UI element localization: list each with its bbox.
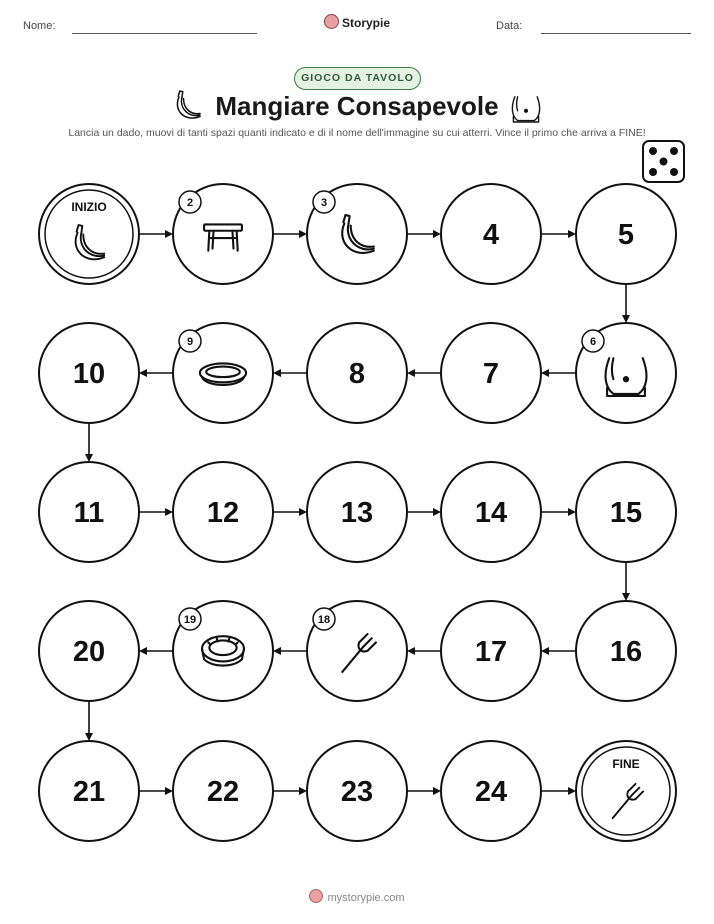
space-number: 7	[482, 358, 500, 390]
space-number: 23	[340, 776, 374, 808]
belly-icon	[512, 97, 539, 122]
path-arrow	[139, 647, 173, 655]
board-space-1	[39, 184, 139, 284]
space-number: 2	[186, 197, 194, 209]
space-number: 21	[72, 776, 106, 808]
path-arrow	[407, 787, 441, 795]
path-arrow	[541, 787, 576, 795]
space-number: 22	[206, 776, 240, 808]
path-arrow	[541, 647, 576, 655]
board-space-9	[173, 323, 273, 423]
board-space-14	[441, 462, 541, 562]
path-arrow	[139, 369, 173, 377]
board-space-2	[173, 184, 273, 284]
space-number: 20	[72, 636, 106, 668]
path-arrow	[541, 508, 576, 516]
board-space-23	[307, 741, 407, 841]
board-space-21	[39, 741, 139, 841]
start-label: INIZIO	[71, 200, 107, 214]
path-arrow	[541, 369, 576, 377]
board-space-19	[173, 601, 273, 701]
path-arrow	[622, 562, 630, 601]
space-number: 14	[474, 497, 508, 529]
board-space-16	[576, 601, 676, 701]
name-label: Nome:	[23, 20, 56, 32]
storypie-logo-icon	[309, 889, 323, 903]
space-number: 12	[206, 497, 240, 529]
space-number: 13	[340, 497, 374, 529]
board-space-7	[441, 323, 541, 423]
space-number: 10	[72, 358, 106, 390]
path-arrow	[407, 647, 441, 655]
board-space-17	[441, 601, 541, 701]
space-number: 3	[320, 197, 328, 209]
instructions: Lancia un dado, muovi di tanti spazi quanti indicato e di il nome dell'immagine su cui atterri. Vince il primo che arriva a FINE!	[68, 127, 646, 139]
brand-name: Storypie	[341, 16, 390, 30]
board-space-6	[576, 323, 676, 423]
space-number: 8	[348, 358, 366, 390]
path-arrow	[541, 230, 576, 238]
path-arrow	[273, 508, 307, 516]
path-arrow	[622, 284, 630, 323]
path-arrow	[85, 423, 93, 462]
space-number: 6	[589, 336, 597, 348]
board-space-25	[576, 741, 676, 841]
footer	[0, 889, 714, 904]
path-arrow	[407, 230, 441, 238]
space-number: 16	[609, 636, 643, 668]
board-space-24	[441, 741, 541, 841]
path-arrow	[407, 508, 441, 516]
space-number: 5	[617, 219, 635, 251]
page-title: Mangiare Consapevole	[215, 91, 499, 121]
space-number: 18	[317, 614, 331, 626]
finish-label: FINE	[612, 757, 640, 771]
path-arrow	[85, 701, 93, 741]
footer-url: mystorypie.com	[327, 892, 405, 904]
space-number: 4	[482, 219, 500, 251]
path-arrow	[407, 369, 441, 377]
game-type-badge: GIOCO DA TAVOLO	[294, 67, 421, 90]
path-arrow	[273, 787, 307, 795]
board-space-4	[441, 184, 541, 284]
board-space-15	[576, 462, 676, 562]
die-five-icon	[643, 141, 684, 182]
board-space-10	[39, 323, 139, 423]
space-number: 19	[183, 614, 197, 626]
board-space-22	[173, 741, 273, 841]
board-space-12	[173, 462, 273, 562]
path-arrow	[273, 647, 307, 655]
path-arrow	[139, 230, 173, 238]
path-arrow	[139, 508, 173, 516]
space-number: 15	[609, 497, 643, 529]
space-number: 11	[73, 497, 105, 529]
board-space-20	[39, 601, 139, 701]
space-number: 24	[474, 776, 508, 808]
board-space-13	[307, 462, 407, 562]
space-number: 17	[474, 636, 508, 668]
banana-icon	[177, 91, 200, 118]
path-arrow	[139, 787, 173, 795]
board-space-8	[307, 323, 407, 423]
path-arrow	[273, 230, 307, 238]
date-label: Data:	[496, 20, 523, 32]
board-space-11	[39, 462, 139, 562]
board-space-5	[576, 184, 676, 284]
path-arrow	[273, 369, 307, 377]
board-space-3	[307, 184, 407, 284]
board-space-18	[307, 601, 407, 701]
space-number: 9	[186, 336, 194, 348]
